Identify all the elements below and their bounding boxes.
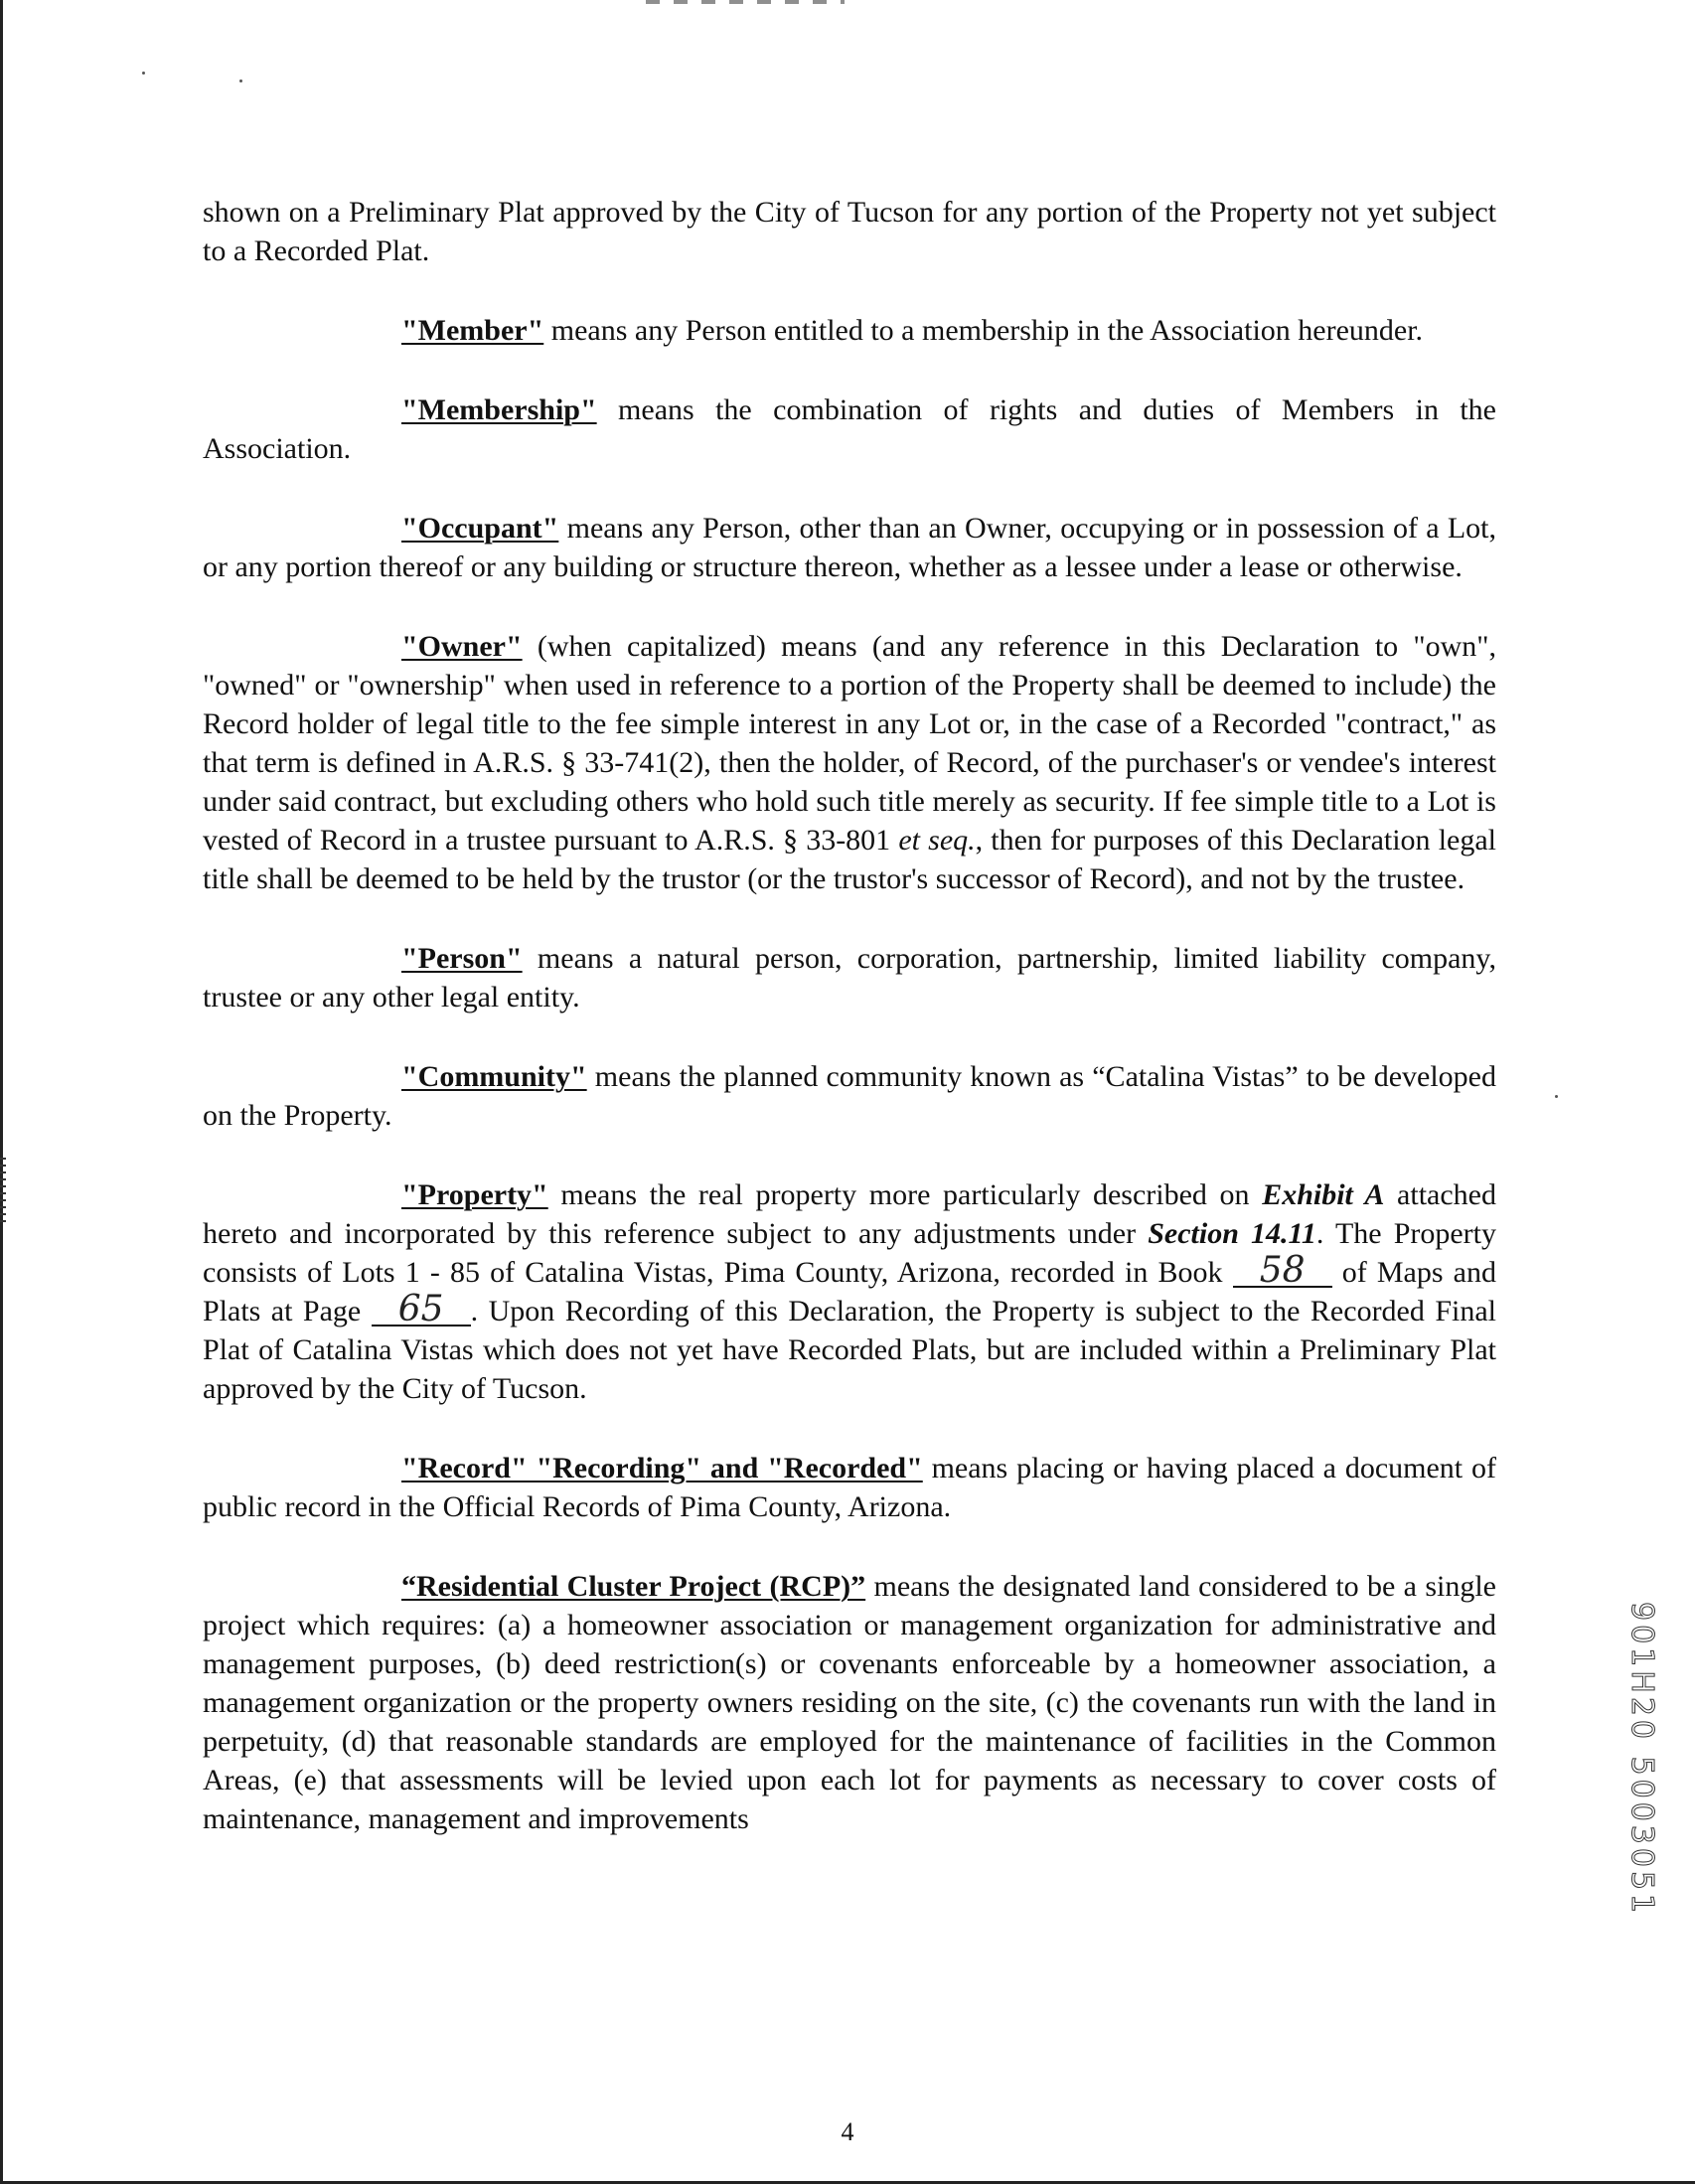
scan-border-left — [0, 0, 3, 2184]
defined-term: "Record" "Recording" and "Recorded" — [401, 1452, 923, 1484]
section-reference: Section 14.11 — [1148, 1217, 1316, 1250]
definition-text: . Upon Recording of this Declaration, the Property is subject to the Recorded Final Plat of Catalina Vistas which does not yet have Recorded Plats, but are included within a Preliminary Plat approved by the City of Tucson. — [203, 1295, 1496, 1405]
defined-term: "Property" — [401, 1178, 548, 1211]
definition-text: means the combination of rights and duties of Members in the Association. — [203, 393, 1496, 465]
defined-term: “Residential Cluster Project (RCP)” — [401, 1570, 866, 1603]
definition-text: , then for purposes of this Declaration legal title shall be deemed to be held by the trustor (or the trustor's successor of Record), and not by the trustee. — [203, 824, 1497, 895]
document-body — [203, 193, 1496, 1838]
definition-text: means any Person entitled to a membership in the Association hereunder. — [543, 314, 1424, 347]
definition-owner — [203, 627, 1496, 898]
defined-term: "Occupant" — [401, 512, 559, 545]
continuation-paragraph: shown on a Preliminary Plat approved by the City of Tucson for any portion of the Property not yet subject to a Recorded Plat. — [203, 196, 1496, 267]
definition-text: means placing or having placed a document of public record in the Official Records of Pima County, Arizona. — [203, 1452, 1496, 1523]
scan-top-mark — [646, 0, 845, 4]
recording-stamp: 901H20 5003051 — [1624, 1602, 1659, 1918]
italic-citation: et seq. — [898, 824, 976, 857]
exhibit-reference: Exhibit A — [1262, 1178, 1385, 1211]
scan-speck — [142, 72, 145, 75]
scan-left-ticks — [0, 1158, 6, 1227]
defined-term: "Member" — [401, 314, 544, 347]
handwritten-page-number: 65 — [372, 1295, 471, 1326]
handwritten-book-number: 58 — [1233, 1256, 1332, 1288]
definition-text: . The Property consists of Lots 1 - 85 of Catalina Vistas, Pima County, Arizona, recorded in Book — [203, 1217, 1497, 1289]
definition-text: of Maps and Plats at Page — [203, 1256, 1496, 1327]
definition-member — [203, 311, 1496, 350]
definition-membership — [203, 390, 1496, 468]
definition-text: means any Person, other than an Owner, occupying or in possession of a Lot, or any portion thereof or any building or structure thereon, whether as a lessee under a lease or otherwise. — [203, 512, 1496, 583]
defined-term: "Community" — [401, 1060, 587, 1093]
definition-community — [203, 1057, 1496, 1135]
defined-term: "Membership" — [401, 393, 597, 426]
definition-text: means a natural person, corporation, partnership, limited liability company, trustee or any other legal entity. — [203, 942, 1496, 1014]
definition-text: means the planned community known as “Catalina Vistas” to be developed on the Property. — [203, 1060, 1496, 1132]
definition-record — [203, 1449, 1496, 1526]
defined-term: "Person" — [401, 942, 523, 975]
definition-text: (when capitalized) means (and any reference in this Declaration to "own", "owned" or "ownership" when used in reference to a portion of the Property shall be deemed to include) the Record holder of legal title to the fee simple interest in any Lot or, in the case of a Recorded "contract," as that term is defined in A.R.S. § 33-741(2), then the holder, of Record, of the purchaser's or vendee's interest under said contract, but excluding others who hold such title merely as security. If fee simple title to a Lot is vested of Record in a trustee pursuant to A.R.S. § 33-801 — [203, 630, 1496, 857]
definition-property — [203, 1175, 1496, 1408]
scan-speck — [239, 79, 242, 82]
definition-rcp — [203, 1567, 1496, 1838]
defined-term: "Owner" — [401, 630, 523, 663]
definition-text: means the designated land considered to be a single project which requires: (a) a homeowner association or management organization for administrative and management purposes, (b) deed restriction(s) or covenants enforceable by a homeowner association, a management organization or the property owners residing on the site, (c) the covenants run with the land in perpetuity, (d) that reasonable standards are employed for the maintenance of facilities in the Common Areas, (e) that assessments will be levied upon each lot for payments as necessary to cover costs of maintenance, management and improvements — [203, 1570, 1496, 1835]
definition-occupant — [203, 509, 1496, 586]
page-number: 4 — [841, 2117, 854, 2146]
definition-text: means the real property more particularly described on — [547, 1178, 1263, 1211]
definition-person — [203, 939, 1496, 1016]
definition-text: attached hereto and incorporated by this reference subject to any adjustments under — [203, 1178, 1496, 1250]
scan-speck — [1555, 1095, 1558, 1098]
